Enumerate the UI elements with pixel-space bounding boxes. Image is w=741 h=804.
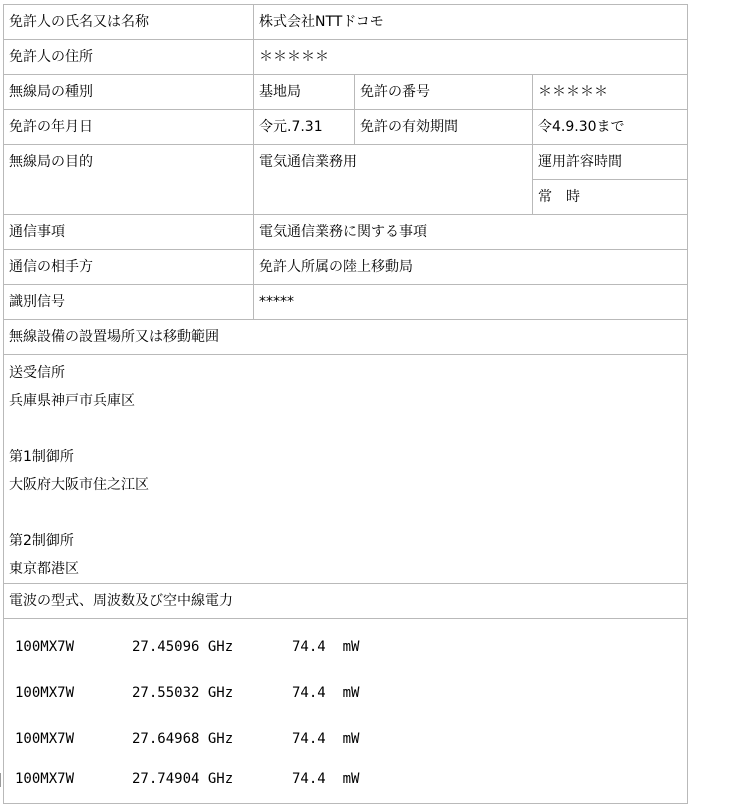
call-sign-label: 識別信号 <box>4 285 254 320</box>
emission-section-label: 電波の型式、周波数及び空中線電力 <box>4 584 688 619</box>
emission-list <box>4 619 688 804</box>
emission-frequency: 27.74904 GHz <box>132 771 234 787</box>
emission-power: 74.4 mW <box>292 639 360 655</box>
table-row <box>4 320 688 355</box>
license-date-label: 免許の年月日 <box>4 110 254 145</box>
table-row <box>4 250 688 285</box>
table-row <box>4 584 688 619</box>
emission-row <box>4 769 687 804</box>
comm-partner-value: 免許人所属の陸上移動局 <box>254 250 688 285</box>
comm-matters-label: 通信事項 <box>4 215 254 250</box>
license-date-value: 令元.7.31 <box>254 110 355 145</box>
license-number-label: 免許の番号 <box>355 75 533 110</box>
emission-power: 74.4 mW <box>292 771 360 787</box>
emission-row <box>4 683 687 729</box>
validity-label: 免許の有効期間 <box>355 110 533 145</box>
table-row <box>4 75 688 110</box>
validity-value: 令4.9.30まで <box>533 110 688 145</box>
station-type-label: 無線局の種別 <box>4 75 254 110</box>
emission-type: 100MX7W <box>15 685 75 701</box>
tx-rx-value: 兵庫県神戸市兵庫区 <box>9 393 135 409</box>
licensee-name-value: 株式会社NTTドコモ <box>254 5 688 40</box>
comm-partner-label: 通信の相手方 <box>4 250 254 285</box>
license-info-table <box>3 4 688 804</box>
control2-value: 東京都港区 <box>9 561 79 577</box>
table-row <box>4 110 688 145</box>
emission-power: 74.4 mW <box>292 685 360 701</box>
tx-rx-label: 送受信所 <box>9 365 65 381</box>
emission-power: 74.4 mW <box>292 731 360 747</box>
emission-type: 100MX7W <box>15 731 75 747</box>
table-row <box>4 145 688 180</box>
emission-frequency: 27.55032 GHz <box>132 685 234 701</box>
licensee-name-label: 免許人の氏名又は名称 <box>4 5 254 40</box>
licensee-address-value: ＊＊＊＊＊ <box>254 40 688 75</box>
comm-matters-value: 電気通信業務に関する事項 <box>254 215 688 250</box>
table-row <box>4 619 688 804</box>
page-edge-mark <box>0 773 1 787</box>
table-row <box>4 40 688 75</box>
emission-type: 100MX7W <box>15 771 75 787</box>
emission-frequency: 27.45096 GHz <box>132 639 234 655</box>
emission-frequency: 27.64968 GHz <box>132 731 234 747</box>
control1-label: 第1制御所 <box>9 449 74 465</box>
control1-value: 大阪府大阪市住之江区 <box>9 477 149 493</box>
location-section-label: 無線設備の設置場所又は移動範囲 <box>4 320 688 355</box>
purpose-value: 電気通信業務用 <box>254 145 533 215</box>
license-number-value: ＊＊＊＊＊ <box>533 75 688 110</box>
control2-label: 第2制御所 <box>9 533 74 549</box>
table-row <box>4 355 688 584</box>
location-details <box>4 355 688 584</box>
emission-type: 100MX7W <box>15 639 75 655</box>
station-type-value: 基地局 <box>254 75 355 110</box>
operating-hours-value: 常 時 <box>533 180 688 215</box>
table-row <box>4 215 688 250</box>
table-row <box>4 5 688 40</box>
call-sign-value: ***** <box>254 285 688 320</box>
licensee-address-label: 免許人の住所 <box>4 40 254 75</box>
operating-hours-label: 運用許容時間 <box>533 145 688 180</box>
emission-row <box>4 637 687 683</box>
purpose-label: 無線局の目的 <box>4 145 254 215</box>
table-row <box>4 285 688 320</box>
